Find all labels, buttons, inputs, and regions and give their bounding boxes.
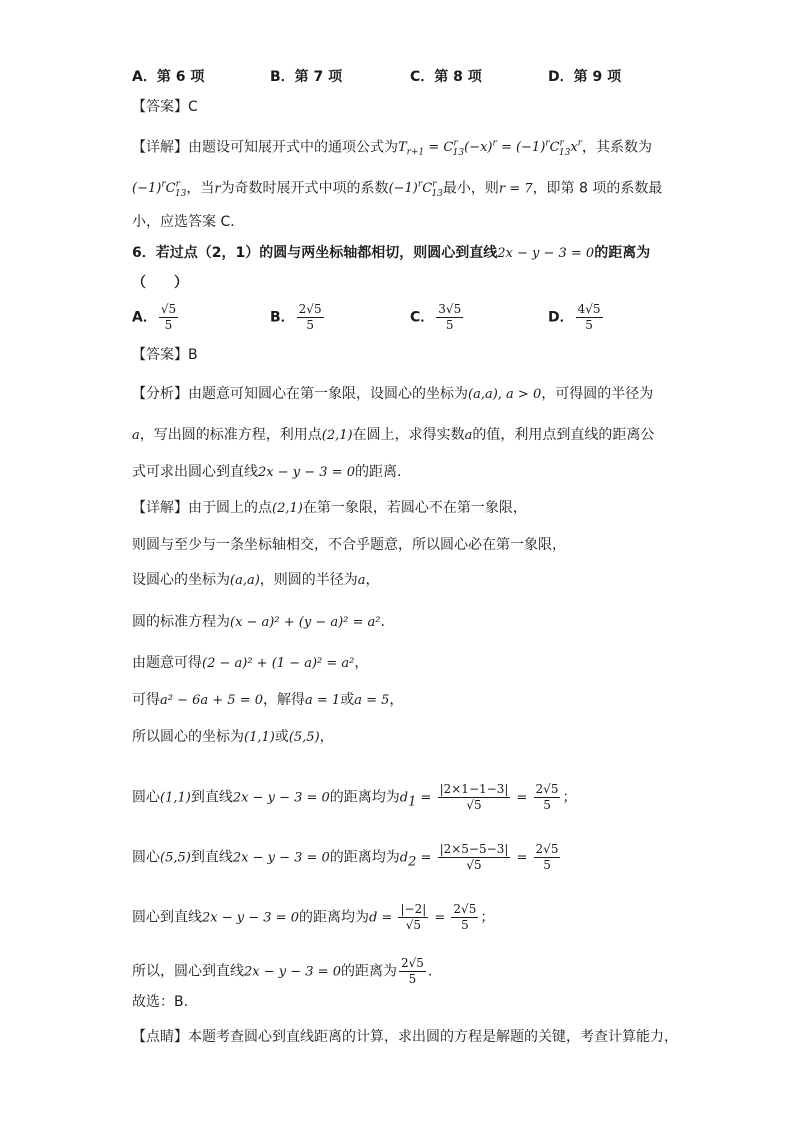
detail-tag: 【详解】 <box>132 500 188 516</box>
q6-detail-line-2: 则圆与至少与一条坐标轴相交，不合乎题意，所以圆心必在第一象限， <box>132 537 566 553</box>
q6-detail-line-12: 故选：B. <box>132 994 189 1010</box>
answer-value: B <box>188 347 198 363</box>
q6-paren: （ ） <box>132 275 188 291</box>
q5-option-d: D．第 9 项 <box>548 69 622 85</box>
q6-detail-line-4: 圆的标准方程为(x − a)² + (y − a)² = a². <box>132 614 385 630</box>
comment-tag: 【点睛】 <box>132 1029 188 1045</box>
q5-detail-line-2: $(-1)^rC^r_{13}$，当r为奇数时展开式中项的系数$(-1)^rC^r_{13}$最小，则r = 7，即第 8 项的系数最 <box>132 180 663 199</box>
q6-analysis-line-3: 式可求出圆心到直线2x − y − 3 = 0的距离. <box>132 464 402 480</box>
analysis-tag: 【分析】 <box>132 386 188 402</box>
q6-stem: 6．若过点（2，1）的圆与两坐标轴都相切，则圆心到直线2x − y − 3 = 0的距离为 <box>132 245 651 261</box>
q6-detail-line-5: 由题意可得(2 − a)² + (1 − a)² = a²， <box>132 655 369 671</box>
q6-detail-line-8: 圆心(1,1)到直线2x − y − 3 = 0的距离均为$d_1$ = $\frac{|2\times 1-1-3|}{√5}$ = $\frac{2√5}{5}$ ； <box>132 782 577 812</box>
formula: $T_{r+1} = C^r_{13}(-x)^r = (-1)^rC^r_{13}x^r$ <box>398 139 582 158</box>
q6-option-d: D． $\frac{4√5}{5}$ <box>548 302 601 332</box>
detail-tag: 【详解】 <box>132 139 188 156</box>
q5-option-c: C．第 8 项 <box>410 69 482 85</box>
q5-detail-line-3: 小，应选答案 C． <box>132 214 245 230</box>
q6-comment: 【点睛】本题考查圆心到直线距离的计算，求出圆的方程是解题的关键，考查计算能力， <box>132 1029 678 1045</box>
q6-option-a: A． $\frac{√5}{5}$ <box>132 302 177 332</box>
q6-option-c: C． $\frac{3√5}{5}$ <box>410 302 462 332</box>
q6-answer <box>132 345 198 365</box>
formula: $(-1)^rC^r_{13}$ <box>132 180 187 199</box>
q5-answer <box>132 97 198 117</box>
text: ，其系数为 <box>581 139 652 156</box>
answer-tag: 【答案】 <box>132 347 188 363</box>
q6-detail-line-10: 圆心到直线2x − y − 3 = 0的距离均为d = $\frac{|-2|}{√5}$ = $\frac{2√5}{5}$ ； <box>132 902 495 932</box>
q5-option-a: A．第 6 项 <box>132 69 205 85</box>
q6-detail-line-1: 【详解】由于圆上的点(2,1)在第一象限，若圆心不在第一象限， <box>132 500 527 516</box>
answer-value: C <box>188 99 198 115</box>
q6-option-b: B． $\frac{2√5}{5}$ <box>270 302 322 332</box>
q6-detail-line-3: 设圆心的坐标为(a,a)，则圆的半径为a， <box>132 572 380 588</box>
q6-analysis-line-2: a，写出圆的标准方程，利用点(2,1)在圆上，求得实数a的值，利用点到直线的距离公 <box>132 427 655 443</box>
q5-detail-line-1 <box>132 134 652 163</box>
formula: $(-1)^rC^r_{13}$ <box>388 180 443 199</box>
q6-detail-line-11: 所以，圆心到直线2x − y − 3 = 0的距离为 $\frac{2√5}{5}$ . <box>132 956 433 986</box>
text: 由题设可知展开式中的通项公式为 <box>188 139 398 156</box>
q6-analysis-line-1: 【分析】由题意可知圆心在第一象限，设圆心的坐标为(a,a), a > 0，可得圆的半径为 <box>132 386 654 402</box>
q6-detail-line-6: 可得a² − 6a + 5 = 0，解得a = 1或a = 5， <box>132 692 404 708</box>
answer-tag: 【答案】 <box>132 99 188 115</box>
q6-detail-line-7: 所以圆心的坐标为(1,1)或(5,5)， <box>132 729 334 745</box>
q5-option-b: B．第 7 项 <box>270 69 343 85</box>
q6-detail-line-9: 圆心(5,5)到直线2x − y − 3 = 0的距离均为$d_2$ = $\frac{|2\times 5-5-3|}{√5}$ = $\frac{2√5}{5}$ <box>132 842 559 872</box>
